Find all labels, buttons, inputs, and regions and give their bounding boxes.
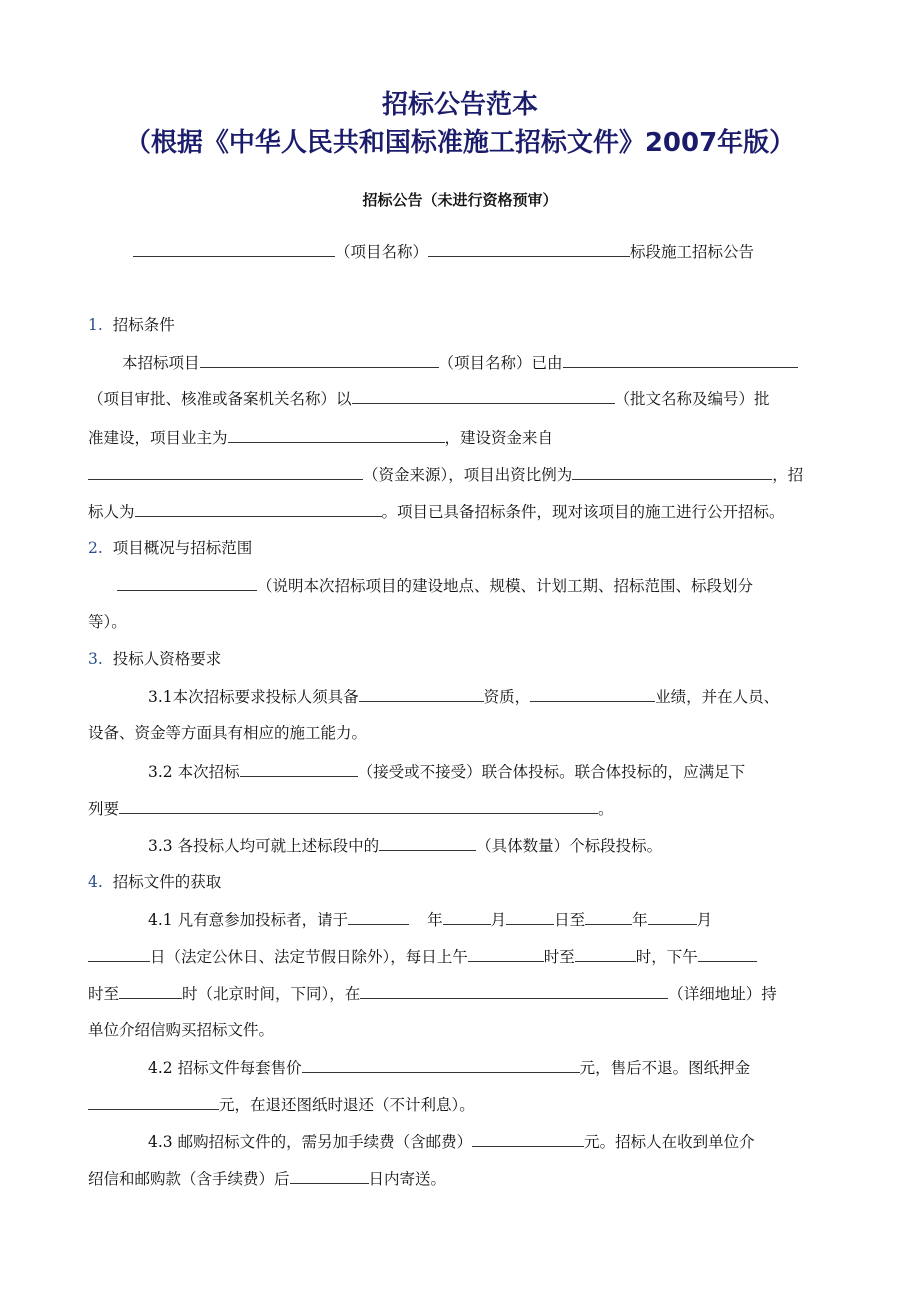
paragraph-line xyxy=(88,1093,475,1116)
paragraph-line xyxy=(88,426,553,449)
text: 年 xyxy=(427,911,443,929)
blank-field xyxy=(563,351,798,368)
text: 标段施工招标公告 xyxy=(630,243,755,261)
text: （具体数量）个标段投标。 xyxy=(476,837,663,855)
text: （接受或不接受）联合体投标。联合体投标的，应满足下 xyxy=(357,763,746,781)
blank-field xyxy=(88,945,150,962)
paragraph-line xyxy=(88,463,803,486)
blank-field xyxy=(200,351,439,368)
paragraph-line: 设备、资金等方面具有相应的施工能力。 xyxy=(88,724,368,742)
blank-field xyxy=(572,463,772,480)
blank-field xyxy=(468,945,544,962)
blank-field xyxy=(133,240,335,257)
section-number: 1. xyxy=(88,316,103,334)
text: （说明本次招标项目的建设地点、规模、计划工期、招标范围、标段划分 xyxy=(257,577,754,595)
blank-field xyxy=(117,574,257,591)
paragraph-line xyxy=(88,387,770,410)
section-1-heading xyxy=(88,314,175,336)
section-number: 4. xyxy=(88,873,103,891)
text: 元。招标人在收到单位介 xyxy=(584,1133,755,1151)
paragraph-line xyxy=(122,351,798,374)
blank-field xyxy=(88,1093,219,1110)
section-title: 招标条件 xyxy=(112,316,175,334)
section-number: 3. xyxy=(88,650,103,668)
project-heading-line xyxy=(133,240,754,263)
text: （批文名称及编号）批 xyxy=(614,390,770,408)
text: 月 xyxy=(696,911,713,929)
text: 3.3 各投标人均可就上述标段中的 xyxy=(148,837,380,855)
blank-field xyxy=(472,1130,584,1147)
blank-field xyxy=(302,1056,580,1073)
text: 本招标项目 xyxy=(122,354,200,372)
section-2-heading xyxy=(88,537,252,559)
paragraph-line xyxy=(88,797,614,820)
paragraph-line xyxy=(148,834,662,857)
blank-field xyxy=(88,463,363,480)
text: 业绩，并在人员、 xyxy=(655,688,780,706)
blank-field xyxy=(585,908,632,925)
text: 日至 xyxy=(554,911,586,929)
blank-field xyxy=(352,387,615,404)
text: 资质， xyxy=(483,688,531,706)
text: 4.2 招标文件每套售价 xyxy=(148,1059,302,1077)
blank-field xyxy=(379,834,476,851)
text: （项目名称） xyxy=(335,243,429,261)
blank-field xyxy=(360,982,668,999)
text: 3.1本次招标要求投标人须具备 xyxy=(148,688,359,706)
text: 准建设，项目业主为 xyxy=(88,429,228,447)
text: 月 xyxy=(490,911,507,929)
paragraph-line: 单位介绍信购买招标文件。 xyxy=(88,1021,275,1039)
blank-field xyxy=(428,240,630,257)
blank-field xyxy=(530,685,655,702)
text: 日内寄送。 xyxy=(368,1170,447,1188)
blank-field xyxy=(228,426,445,443)
blank-field xyxy=(119,797,598,814)
document-subtitle: （根据《中华人民共和国标准施工招标文件》2007年版） xyxy=(124,128,796,158)
paragraph-line xyxy=(148,1130,755,1153)
text: ，建设资金来自 xyxy=(444,429,554,447)
section-title: 投标人资格要求 xyxy=(112,650,222,668)
text: ，招 xyxy=(772,466,804,484)
paragraph-line: 等）。 xyxy=(88,613,127,631)
blank-field xyxy=(348,908,409,925)
text: 。项目已具备招标条件，现对该项目的施工进行公开招标。 xyxy=(381,503,785,521)
text: 时，下午 xyxy=(635,948,698,966)
blank-field xyxy=(359,685,484,702)
paragraph-line xyxy=(117,574,753,597)
text: 4.1 凡有意参加投标者，请于 xyxy=(148,911,349,929)
text: 3.2 本次招标 xyxy=(148,763,240,781)
section-title: 项目概况与招标范围 xyxy=(112,539,253,557)
blank-field xyxy=(443,908,491,925)
blank-field xyxy=(575,945,636,962)
paragraph-line xyxy=(148,1056,750,1079)
notice-heading: 招标公告（未进行资格预审） xyxy=(362,191,558,209)
blank-field xyxy=(648,908,697,925)
section-3-heading xyxy=(88,648,221,670)
blank-field xyxy=(698,945,757,962)
paragraph-line xyxy=(148,760,745,783)
text: 绍信和邮购款（含手续费）后 xyxy=(88,1170,290,1188)
blank-field xyxy=(290,1167,369,1184)
paragraph-line xyxy=(88,945,757,968)
section-title: 招标文件的获取 xyxy=(112,873,222,891)
text: 标人为 xyxy=(88,503,135,521)
paragraph-line xyxy=(88,500,785,523)
text: （项目审批、核准或备案机关名称）以 xyxy=(88,390,352,408)
paragraph-line xyxy=(148,908,712,931)
text: （详细地址）持 xyxy=(668,985,777,1003)
text: 时（北京时间，下同），在 xyxy=(182,985,361,1003)
text: 元，在退还图纸时退还（不计利息）。 xyxy=(219,1096,475,1114)
blank-field xyxy=(506,908,554,925)
blank-field xyxy=(240,760,358,777)
text: 4.3 邮购招标文件的，需另加手续费（含邮费） xyxy=(148,1133,473,1151)
paragraph-line xyxy=(148,685,779,708)
blank-field xyxy=(135,500,382,517)
text: 年 xyxy=(632,911,648,929)
blank-field xyxy=(119,982,182,999)
text: 。 xyxy=(598,800,614,818)
paragraph-line xyxy=(88,982,777,1005)
text: 时至 xyxy=(543,948,575,966)
section-number: 2. xyxy=(88,539,103,557)
text: 日（法定公休日、法定节假日除外），每日上午 xyxy=(150,948,468,966)
text: （项目名称）已由 xyxy=(438,354,563,372)
section-4-heading xyxy=(88,871,221,893)
text: 时至 xyxy=(88,985,120,1003)
text: 列要 xyxy=(88,800,120,818)
paragraph-line xyxy=(88,1167,446,1190)
document-title: 招标公告范本 xyxy=(381,90,538,120)
text: （资金来源），项目出资比例为 xyxy=(363,466,573,484)
text: 元，售后不退。图纸押金 xyxy=(579,1059,751,1077)
